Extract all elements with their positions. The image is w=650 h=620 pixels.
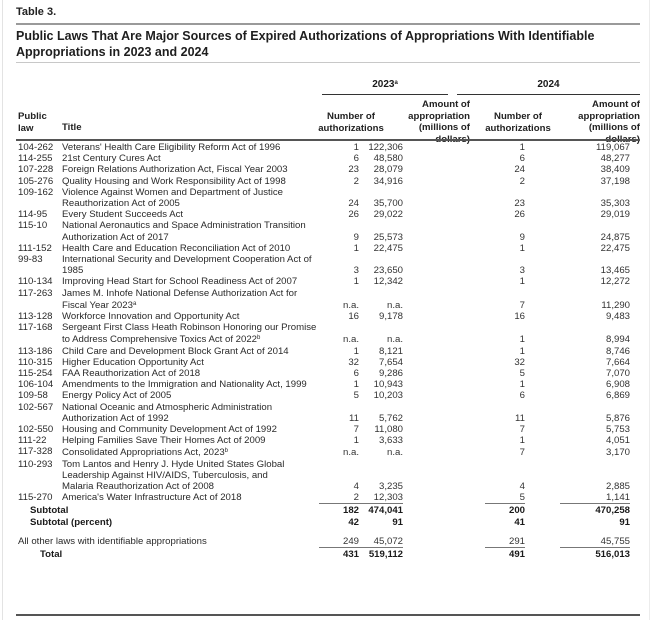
table-row: 117-328 Consolidated Appropriations Act, 2023$^b$ n.a. n.a. 7 3,170 — [18, 446, 630, 459]
table-row: 106-104 Amendments to the Immigration and Nationality Act, 1999 1 10,943 1 6,908 — [18, 379, 630, 391]
table-row: 110-315 Higher Education Opportunity Act 32 7,654 32 7,664 — [18, 356, 630, 368]
total-row: Total 431 519,112 491 516,013 — [40, 548, 630, 560]
table-row: 104-262 Veterans' Health Care Eligibility Reform Act of 1996 1 122,306 1 119,067 — [18, 142, 630, 153]
table-row: 111-22 Helping Families Save Their Homes Act of 2009 1 3,633 1 4,051 — [18, 435, 630, 447]
footnote-marker: a — [132, 300, 137, 307]
year-2024-header: 2024 — [537, 79, 560, 90]
table-row: 117-168 Sergeant First Class Heath Robinson Honoring our Promise to Address Comprehensive Toxics Act of 2022$^b$ n.a. n.a. 1 8,994 — [18, 322, 630, 346]
subtotal-percent-row: Subtotal (percent) 42 91 41 91 — [30, 516, 630, 528]
bottom-divider — [16, 614, 640, 616]
table-row: 105-276 Quality Housing and Work Responsibility Act of 1998 2 34,916 2 37,198 — [18, 175, 630, 187]
table-row: 113-128 Workforce Innovation and Opportunity Act 16 9,178 16 9,483 — [18, 311, 630, 323]
table-row: 109-162 Violence Against Women and Department of Justice Reauthorization Act of 2005 24 35,700 23 35,303 — [18, 186, 630, 210]
all-other-laws-row: All other laws with identifiable appropriations 249 45,072 291 45,755 — [18, 535, 630, 547]
table-row: 110-293 Tom Lantos and Henry J. Hyde United States Global Leadership Against HIV/AIDS, Tuberculosis, and Malaria Reauthorization Act of 2008 4 3,235 4 2,885 — [18, 458, 630, 493]
public-law-header: Public law — [18, 111, 47, 134]
table-title: Public Laws That Are Major Sources of Expired Authorizations of Appropriations With Identifiable Appropriations in 2023 and 2024 — [16, 29, 595, 59]
table-row: 115-254 FAA Reauthorization Act of 2018 6 9,286 5 7,070 — [18, 368, 630, 380]
footnote-marker: b — [224, 448, 229, 455]
header-divider — [16, 139, 640, 141]
table-row: 102-550 Housing and Community Development Act of 1992 7 11,080 7 5,753 — [18, 424, 630, 436]
table-row: 102-567 National Oceanic and Atmospheric Administration Authorization Act of 1992 11 5,762 11 5,876 — [18, 401, 630, 424]
table-row: 114-255 21st Century Cures Act 6 48,580 6 48,277 — [18, 153, 630, 165]
table-label: Table 3. — [16, 6, 57, 18]
table-row: 110-134 Improving Head Start for School Readiness Act of 2007 1 12,342 1 12,272 — [18, 276, 630, 288]
year-2023-header: 2023$^a$ — [372, 79, 398, 90]
subtotal-row: Subtotal 182 474,041 200 470,258 — [30, 505, 630, 517]
num-auth-2023-header: Number of authorizations — [318, 111, 384, 134]
table-row: 115-10 National Aeronautics and Space Administration Transition Authorization Act of 2017 9 25,573 9 24,875 — [18, 220, 630, 243]
amount-2023-header: Amount of appropriation (millions of dollars) — [408, 99, 470, 145]
table-body — [0, 142, 650, 560]
title-divider — [16, 62, 640, 63]
table-row: 117-263 James M. Inhofe National Defense Authorization Act for Fiscal Year 2023$^a$ n.a. n.a. 7 11,290 — [18, 287, 630, 311]
title-header: Title — [62, 122, 82, 133]
table-row: 115-270 America's Water Infrastructure Act of 2018 2 12,303 5 1,141 — [18, 492, 630, 504]
table-row: 109-58 Energy Policy Act of 2005 5 10,203 6 6,869 — [18, 390, 630, 402]
table-row: 114-95 Every Student Succeeds Act 26 29,022 26 29,019 — [18, 209, 630, 221]
top-divider — [16, 23, 640, 25]
table-row: 99-83 International Security and Development Cooperation Act of 1985 3 23,650 3 13,465 — [18, 254, 630, 277]
table-row: 107-228 Foreign Relations Authorization Act, Fiscal Year 2003 23 28,079 24 38,409 — [18, 164, 630, 176]
year-2023-rule — [322, 94, 448, 95]
amount-2024-header: Amount of appropriation (millions of dollars) — [578, 99, 640, 145]
footnote-marker: a — [394, 80, 398, 86]
footnote-marker: b — [257, 335, 261, 342]
table-row: 113-186 Child Care and Development Block Grant Act of 2014 1 8,121 1 8,746 — [18, 345, 630, 357]
table-row: 111-152 Health Care and Education Reconciliation Act of 2010 1 22,475 1 22,475 — [18, 242, 630, 254]
year-2024-rule — [457, 94, 640, 95]
num-auth-2024-header: Number of authorizations — [485, 111, 551, 134]
